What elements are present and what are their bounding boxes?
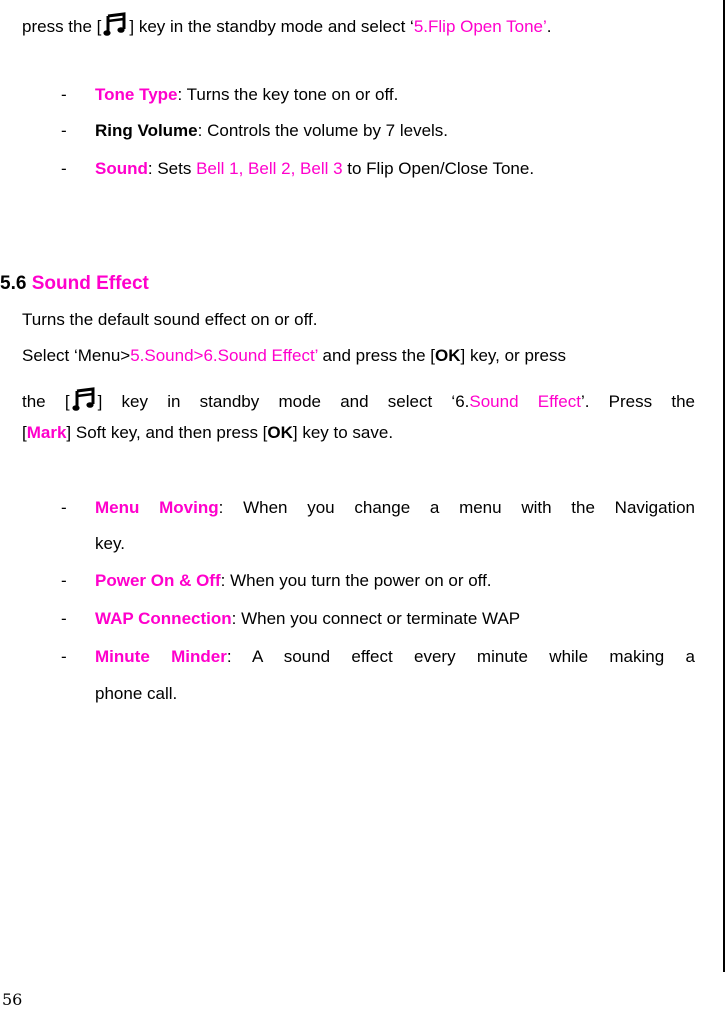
ok-key-2: OK bbox=[267, 423, 293, 442]
effect-item-dash: - bbox=[61, 609, 67, 628]
tone-item-sound bbox=[95, 158, 534, 180]
ring-volume-text: : Controls the volume by 7 levels. bbox=[197, 121, 449, 140]
sound-text-a: : Sets bbox=[147, 159, 197, 178]
section-title: Sound Effect bbox=[31, 273, 149, 294]
intro-prefix: press the [ bbox=[22, 17, 102, 36]
tone-type-text: : Turns the key tone on or off. bbox=[177, 85, 399, 104]
intro-line bbox=[22, 12, 552, 38]
mark-open: [ bbox=[22, 423, 27, 442]
sound-term: Sound bbox=[95, 159, 148, 178]
effect-item-dash: - bbox=[61, 571, 67, 590]
select-line-3 bbox=[22, 422, 393, 444]
section-description: Turns the default sound effect on or off. bbox=[22, 310, 318, 329]
mark-text: ] Soft key, and then press [ bbox=[66, 423, 268, 442]
effect-item-minute-minder bbox=[95, 646, 695, 668]
minute-minder-text: : A sound effect every minute while making a bbox=[226, 647, 695, 666]
sound-effect-label: Sound Effect bbox=[469, 392, 581, 411]
intro-menu-path: 5.Flip Open Tone’ bbox=[413, 17, 547, 36]
effect-item-wap bbox=[95, 608, 520, 630]
effect-item-dash: - bbox=[61, 498, 67, 517]
select-text-b: and press the [ bbox=[317, 346, 436, 365]
ok-key: OK bbox=[435, 346, 461, 365]
tone-item-dash: - bbox=[61, 121, 67, 140]
select-text-a: Select ‘Menu> bbox=[22, 346, 131, 365]
mark-key: Mark bbox=[26, 423, 67, 442]
tone-item-tone-type bbox=[95, 84, 398, 106]
effect-item-power bbox=[95, 570, 492, 592]
music-note-icon bbox=[103, 12, 127, 38]
page-border-rule bbox=[723, 0, 725, 972]
tone-item-ring-volume bbox=[95, 120, 448, 142]
select-line-1 bbox=[22, 345, 566, 367]
power-term: Power On & Off bbox=[95, 571, 221, 590]
intro-middle: ] key in the standby mode and select ‘ bbox=[129, 17, 414, 36]
ring-volume-term: Ring Volume bbox=[95, 121, 198, 140]
menu-moving-text-cont: key. bbox=[95, 534, 125, 553]
sound-bells: Bell 1, Bell 2, Bell 3 bbox=[196, 159, 343, 178]
the-open: the [ bbox=[22, 392, 70, 411]
power-text: : When you turn the power on or off. bbox=[220, 571, 492, 590]
menu-moving-term: Menu Moving bbox=[95, 498, 219, 517]
effect-item-dash: - bbox=[61, 647, 67, 666]
tone-item-dash: - bbox=[61, 85, 67, 104]
select-line-2 bbox=[22, 387, 695, 413]
sound-text-b: to Flip Open/Close Tone. bbox=[342, 159, 535, 178]
select-text-d: ] key in standby mode and select ‘6. bbox=[97, 392, 470, 411]
mark-end: ] key to save. bbox=[292, 423, 394, 442]
section-heading bbox=[0, 272, 149, 296]
page-number: 56 bbox=[2, 990, 23, 1009]
minute-minder-text-cont: phone call. bbox=[95, 684, 178, 703]
wap-text: : When you connect or terminate WAP bbox=[231, 609, 521, 628]
section-number: 5.6 bbox=[0, 273, 27, 294]
select-text-e: ’. Press the bbox=[580, 392, 695, 411]
wap-term: WAP Connection bbox=[95, 609, 232, 628]
minute-minder-term: Minute Minder bbox=[95, 647, 227, 666]
tone-type-term: Tone Type bbox=[95, 85, 178, 104]
music-note-icon bbox=[72, 387, 96, 413]
intro-suffix: . bbox=[546, 17, 552, 36]
tone-item-dash: - bbox=[61, 159, 67, 178]
select-text-c: ] key, or press bbox=[460, 346, 567, 365]
menu-moving-text: : When you change a menu with the Navigation bbox=[218, 498, 695, 517]
select-menu-path: 5.Sound>6.Sound Effect’ bbox=[130, 346, 318, 365]
effect-item-menu-moving bbox=[95, 497, 695, 519]
